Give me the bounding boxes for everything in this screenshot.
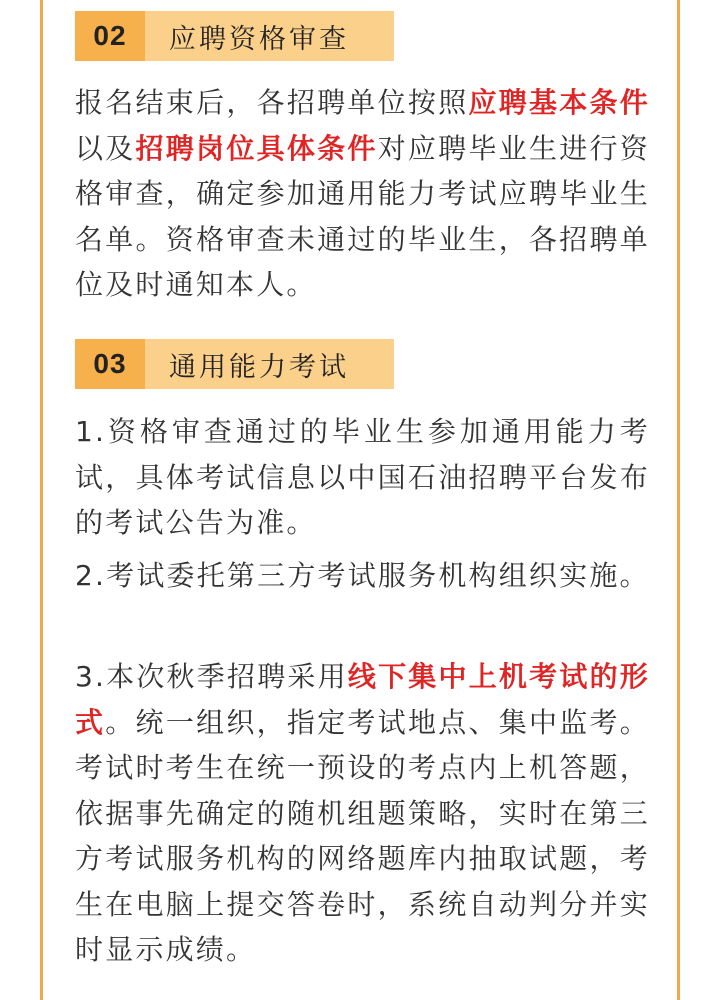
body-text: 。统一组织，指定考试地点、集中监考。考试时考生在统一预设的考点内上机答题，依据事先确定的随机组题策略，实时在第三方考试服务机构的网络题库内抽取试题，考生在电脑上提交答卷时，系统自动判分并实时显示成绩。 [75,705,651,966]
section-title: 应聘资格审查 [145,11,394,61]
exam-item-3 [75,654,650,973]
highlight-basic-conditions: 应聘基本条件 [468,86,650,119]
section-number: 03 [75,339,145,389]
body-text: 以及 [75,131,136,165]
body-text: 对应聘毕业生进行资格审查，确定参加通用能力考试应聘毕业生名单。资格审查未通过的毕业生，各招聘单位及时通知本人。 [75,131,650,301]
section-02-body [75,80,650,308]
body-text: 3.本次秋季招聘采用 [75,660,348,693]
section-header-02 [75,11,394,61]
section-header-03 [75,339,394,389]
exam-item-2: 2.考试委托第三方考试服务机构组织实施。 [75,559,650,592]
section-title: 通用能力考试 [145,339,394,389]
section-number: 02 [75,11,145,61]
exam-item-1: 1.资格审查通过的毕业生参加通用能力考试，具体考试信息以中国石油招聘平台发布的考试公告为准。 [75,415,650,539]
highlight-position-conditions: 招聘岗位具体条件 [135,131,378,165]
highlight-offline-exam: 线下集中上机考试的形式 [75,660,650,739]
body-text: 报名结束后，各招聘单位按照 [75,86,469,119]
